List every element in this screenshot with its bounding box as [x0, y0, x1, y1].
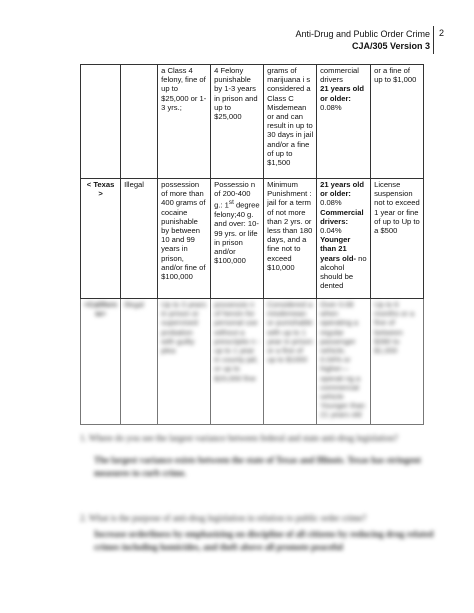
cell-state [81, 65, 121, 179]
page-number: 2 [438, 28, 444, 38]
dui-commercial-limit: 0.04% [320, 226, 342, 236]
dui-age-label: 21 years old or older: [320, 180, 365, 199]
dui-commercial-label: Commercial drivers: [320, 207, 364, 226]
heroin-text: Possessio n of 200-400 g.: 1 [214, 180, 256, 210]
cell-cocaine: possession of more than 400 grams of cocaine punishable by between 10 and 99 years in prison, and/or fine of $100,000 [158, 179, 211, 299]
dui-limit: 0.08% [320, 102, 342, 112]
cell-heroin: 4 Felony punishable by 1-3 years in prison and up to $25,000 [211, 65, 264, 179]
question-1: 1. Where do you see the largest variance between federal and state anti-drug legislation? [80, 433, 399, 443]
cell-cocaine: Up to 3 years in prison or supervised probation with guilty plea [158, 299, 211, 425]
cell-marijuana-legal [121, 65, 158, 179]
table-row [81, 65, 424, 179]
heroin-text-rest: degree felony;40 g. and over: 10-99 yrs. or life in prison and/or $100,000 [214, 200, 260, 266]
dui-limit: 0.08% [320, 198, 342, 208]
cell-marijuana: Minimum Punishment : jail for a term of not more than 2 yrs. or less than 180 days, and a fine not to exceed $10,000 [264, 179, 317, 299]
cell-license: Up to 6 months or a fine of between $390 to $1,000 [371, 299, 424, 425]
cell-marijuana-legal: Illegal [121, 299, 158, 425]
dui-under21-label: Younger than 21 years old- [320, 235, 356, 263]
page-header [295, 28, 430, 52]
cell-marijuana: grams of marijuana i s considered a Class C Misdemean or and can result in up to 30 days in jail and/or a fine of up to $1,500 [264, 65, 317, 179]
cell-heroin [211, 179, 264, 299]
cell-state-blurred: <Californ ia> [81, 299, 121, 425]
cell-marijuana-legal: Illegal [121, 179, 158, 299]
header-subtitle: CJA/305 Version 3 [351, 41, 430, 51]
cell-license: or a fine of up to $1,000 [371, 65, 424, 179]
question-block-2 [80, 512, 440, 554]
answer-2: Increase orderliness by emphasizing on discipline of all citizens by reducing drug related crimes including homicides, and theft above all promote peaceful [94, 529, 434, 552]
question-2: 2. What is the purpose of anti-drug legislation in relation to public order crime? [80, 513, 367, 523]
cell-state-texas: < Texas > [81, 179, 121, 299]
cell-license: License suspension not to exceed 1 year or fine of up to Up to a $500 [371, 179, 424, 299]
answer-1: The largest variance exists between the state of Texas and Illinois. Texas has stringent measures to curb crime. [94, 455, 422, 478]
header-separator [433, 26, 434, 54]
cell-dui: Over 0.08 when operating a regular passenger vehicle, 0.04% or higher—operati ng a commercial vehicle Younger than 21 years old [317, 299, 371, 425]
heroin-superscript: st [228, 199, 234, 207]
table-row-blurred [81, 299, 424, 425]
table-row-texas [81, 179, 424, 299]
cell-marijuana: Considered a misdemean or punishable with up to 1 year in prison or a fine of up to $1000 [264, 299, 317, 425]
cell-cocaine: a Class 4 felony, fine of up to $25,000 or 1-3 yrs.; [158, 65, 211, 179]
dui-under21-rule: no alcohol should be dented [320, 253, 367, 291]
cell-dui [317, 179, 371, 299]
header-title: Anti-Drug and Public Order Crime [295, 29, 430, 39]
question-block-1 [80, 432, 440, 480]
cell-dui [317, 65, 371, 179]
dui-age-label: 21 years old or older: [320, 84, 365, 103]
dui-line: commercial drivers [320, 66, 359, 85]
drug-law-table [80, 64, 424, 425]
cell-heroin: possessio n of heroin for personal use without a prescriptio n - up to 1 year in county jail, or up to $20,000 fine [211, 299, 264, 425]
